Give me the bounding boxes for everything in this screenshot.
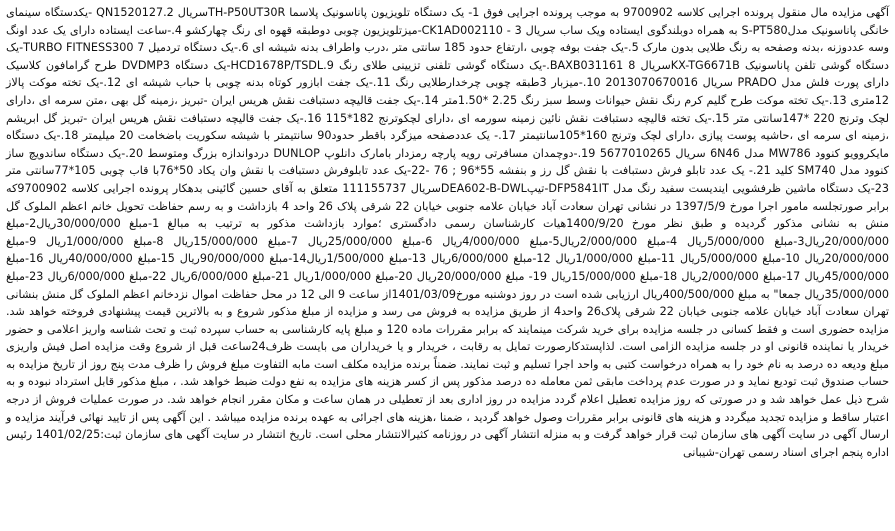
notice-body-text: آگهی مزایده مال منقول پرونده اجرایی کلاسه 9700902 به موجب پرونده اجرایی فوق 1- یک دستگاه تلویزیون پاناسونیک پلاسما TH-P50UT30Rسریال QN1520127.2 -یکدستگاه سینمای خانگی پاناسونیک مدلS-PT580 به همراه دوبلندگوی ایستاده ویک ساب سریال 3 - CK1AD002110-میزتلویزیون چوبی دوطبقه قهوه ای رنگ چهارکشو 4.-ساعت ایستاده دارای یک عدد اونگ وسه عددوزنه ،بدنه وصفحه به رنگ طلایی بدون مارک 5.-یک جفت بوفه چوبی ،ارتفاع حدود 185 سانتی متر ،درب واطراف بدنه شیشه ای 6.-یک دستگاه تردمیل TURBO FITNESS300 7-یک دستگاه گوشی تلفن پاناسونیک KX-TG6671Bسریال BAXB031161 8.-یک دستگاه گوشی تلفنی تزیینی طلای رنگ HCD1678P/TSDL.9-یک دستگاه DVDMP3 طرح گرامافون کلاسیک دارای پورت فلش مدل PRADO سریال 2013070670016 10.-میزبار 3طبقه چوبی چرخدارطلایی رنگ 11.-یک جفت ابازور کوتاه بدنه چوبی با حباب شیشه ای 12.-یک تخته موکت پالاز 12متری 13.-یک تخته موکت طرح گلیم کرم رنگ نقش حیوانات وسط سبز رنگ 2.25 *1.50متر 14.-یک جفت قالیچه دستبافت نقش هریس ایران -تبریز ،زمینه گل بهی ،متن سرمه ای ،دارای لچک وترنج 220 *147سانتی متر 15.-یک تخته قالیچه دستبافت نقش نائین زمینه سورمه ای ،دارای لچکوترنج 182*115 16.-یک جفت قالیچه دستبافت نقش هریس ایران -تبریز گل ابریشم ،زمینه ای سرمه ای ،حاشیه پوست پیازی ،دارای لچک وترنج 160*105سانتیمتر 17.- یک عددصفحه میزگرد باقطر حدود90 سانتیمتر با شیشه سکوریت باضخامت 20 میلیمتر 18.-یک دستگاه مایکروویو کنوود MW786 مدل 6N46 سریال 5677010265 19.-دوچمدان مسافرتی رویه پارچه رمزدار بامارک دانلوپ DUNLOP دردواندازه بزرگ ومتوسط 20.-یک دستگاه ساندویچ ساز کنوود مدل SM740 کلید 21.- یک عدد تابلو فرش دستبافت با نقش گل رز و بنفشه 55*96 ; 76 -22-یک عدد تابلوفرش دستبافت با نقش وان یکاد 50*76با قاب چوبی 105*77سانتی متر 23-یک دستگاه ماشین ظرفشویی اینديست سفيد رنگ مدل DFP5841IT-تیپDEA602-B-DWLسریال 111155737 متعلق به آقای حسین گائینی بدهکار پرونده اجرایی کلاسه 9700902که برابر صورتجلسه مامور اجرا مورخ 1397/5/9 در نشانی تهران سعادت آباد خیابان علامه جنوبی خیابان 22 شرقی پلاک 26 واحد 4 بازداشت و به رسم حفاظت تحویل خانم اعظم الملوک گل منش به نشانی مذکور گردیده و طبق نظر مورخ 1400/9/20هیات کارشناسان رسمی دادگستری ؛موارد بازداشت مذکور به ترتیب به مبالغ 1-مبلغ 30/000/000ریال2-مبلغ 20/000/000ریال3-مبلغ 5/000/000ریال 4-مبلغ 2/000/000ریال5-مبلغ 4/000/000ریال 6-مبلغ 25/000/000ریال 7-مبلغ 15/000/000ریال 8-مبلغ 1/000/000ریال 9-مبلغ 20/000/000ریال 10-مبلغ 5/000/000ریال 11-مبلغ 1/000/000ریال 12-مبلغ 6/000/000ریال 13-مبلغ 1/500/000ریال14-مبلغ 90/000/000ریال 15-مبلغ 40/000/000ریال 16-مبلغ 45/000/000ریال 17-مبلغ 2/000/000ریال 18-مبلغ 15/000/000ریال 19- مبلغ 20/000/000ریال 20-مبلغ 1/000/000ریال 21-مبلغ 6/000/000ریال 22-مبلغ 6/000/000ریال 23-مبلغ 35/000/000ریال جمعا" به مبلغ 400/500/000ریال ارزیابی شده است در روز دوشنبه مورخ1401/03/09از ساعت 9 الی 12 در محل حفاظت اموال نزدخانم اعظم الملوک گل منش بنشانی تهران سعادت آباد خیابان علامه جنوبی خیابان 22 شرقی پلاک26 واحد4 از طریق مزایده به فروش می رسد و مزایده از مبلغ مذکور شروع و به بالاترین قیمت پیشنهادی فروخته خواهد شد. مزایده حضوری است و فقط کسانی در جلسه مزایده برای خرید شرکت مینمایند که برابر مقررات ماده 120 و مبلغ پایه کارشناسی به حساب سپرده ثبت و تحت شناسه واریز اعلامی و حضور خریدار یا نماینده قانونی او در جلسه مزایده الزامی است. لذاپستدکارصورت تمایل به رقابت ، خریدار و یا خریداران می بایست ظرف24ساعت قبل از شروع وقت مزایده اصل فیش واریزی مبلغ ودیعه ده درصد به نام خود را به همراه درخواست کتبی به واحد اجرا تسلیم و ثبت نمایند. ضمناً برنده مزایده مکلف است مابه التفاوت مبلغ فروش را ظرف مدت پنج روز از تاریخ مزایده به حساب صندوق ثبت تودیع نماید و در صورت عدم پرداخت مابقی ثمن معامله ده درصد مذکور پس از کسر هزینه های مزایده به نفع دولت ضبط خواهد شد. ، مبلغ مذکور قابل استرداد نبوده و به شرح ذیل عمل خواهد شد و در صورتی که روز مزایده تعطیل اعلام گردد مزایده در روز اداری بعد از تعطیلی در همان ساعت و مکان مقرر انجام خواهد شد. در صورت عملیات فروش از درجه اعتبار ساقط و مزایده تجدید میگردد و هزینه های قانونی برابر مقررات وصول خواهد گردید ، ضمنا ،هزینه های اجرائی به عهده برنده مزایده میباشد . این آگهی پس از تایید نهائی فرآیند مزایده و ارسال آگهی در سایت آگهی های سازمان ثبت قرار خواهد گرفت و به منزله انتشار آگهی در روزنامه کثیرالانتشار محلی است. تاریخ انتشار در سایت آگهی های سازمان ثبت:1401/02/25 رئیس اداره پنجم اجرای اسناد رسمی تهران-شیبانی xyxy=(6,6,890,459)
